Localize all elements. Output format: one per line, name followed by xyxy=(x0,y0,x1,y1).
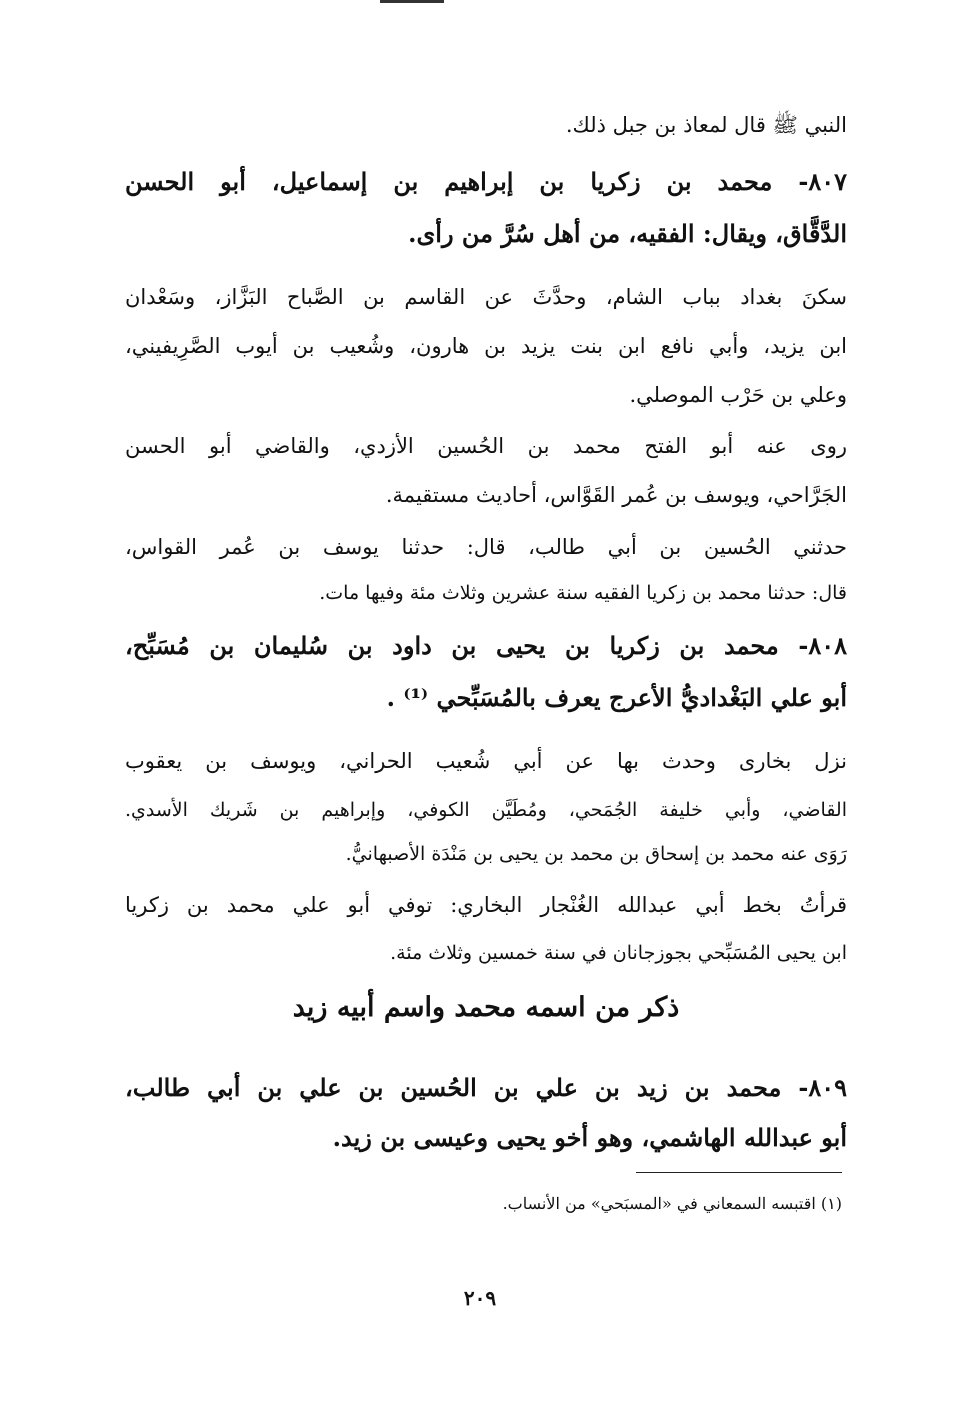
entry-808-heading-line-2: أبو علي البَغْداديُّ الأعرج يعرف بالمُسَبِّحي ⁽¹⁾ . xyxy=(386,683,847,712)
text-line: قرأتُ بخط أبي عبدالله الغُنْجار البخاري: توفي أبو علي محمد بن زكريا xyxy=(125,893,847,917)
footnote: (١) اقتبسه السمعاني في «المسبَحي» من الأنساب. xyxy=(502,1194,842,1213)
entry-809-heading-line-1: ٨٠٩- محمد بن زيد بن علي بن الحُسين بن علي بن أبي طالب، xyxy=(125,1073,847,1102)
text-line: سكنَ بغداد بباب الشام، وحدَّثَ عن القاسم بن الصَّباح البَزَّاز، وسَعْدان xyxy=(125,285,847,309)
page-number: ٢٠٩ xyxy=(463,1286,497,1310)
text-line: رَوَى عنه محمد بن إسحاق بن محمد بن يحيى بن مَنْدَة الأصبهانيُّ. xyxy=(345,843,847,865)
top-edge-mark xyxy=(380,0,444,3)
section-heading: ذكر من اسمه محمد واسم أبيه زيد xyxy=(292,992,680,1023)
text-line: النبي ﷺ قال لمعاذ بن جبل ذلك. xyxy=(565,113,847,137)
text-line: نزل بخارى وحدث بها عن أبي شُعيب الحراني، ويوسف بن يعقوب xyxy=(125,749,847,773)
footnote-divider xyxy=(636,1172,842,1173)
text-line: قال: حدثنا محمد بن زكريا الفقيه سنة عشرين وثلاث مئة وفيها مات. xyxy=(319,582,847,604)
text-line: الجَرَّاحي، ويوسف بن عُمر القَوَّاس، أحاديث مستقيمة. xyxy=(385,483,847,507)
entry-809-heading-line-2: أبو عبدالله الهاشمي، وهو أخو يحيى وعيسى بن زيد. xyxy=(332,1123,847,1152)
entry-808-heading-line-1: ٨٠٨- محمد بن زكريا بن يحيى بن داود بن سُليمان بن مُسَبِّح، xyxy=(125,631,847,660)
text-line: وعلي بن حَرْب الموصلي. xyxy=(629,383,847,407)
text-line: روى عنه أبو الفتح محمد بن الحُسين الأزدي، والقاضي أبو الحسن xyxy=(125,434,847,458)
entry-807-heading-line-2: الدَّقَّاق، ويقال: الفقيه، من أهل سُرَّ من رأى. xyxy=(408,219,847,248)
text-line: القاضي، وأبي خليفة الجُمَحي، ومُطَيَّن الكوفي، وإبراهيم بن شَريك الأسدي. xyxy=(125,799,847,821)
entry-807-heading-line-1: ٨٠٧- محمد بن زكريا بن إبراهيم بن إسماعيل، أبو الحسن xyxy=(125,167,847,196)
text-line: ابن يزيد، وأبي نافع ابن بنت يزيد بن هارون، وشُعيب بن أيوب الصَّرِيفيني، xyxy=(125,334,847,358)
text-line: حدثني الحُسين بن أبي طالب، قال: حدثنا يوسف بن عُمر القواس، xyxy=(125,535,847,559)
text-line: ابن يحيى المُسَبِّحي بجوزجانان في سنة خمسين وثلاث مئة. xyxy=(390,942,847,964)
